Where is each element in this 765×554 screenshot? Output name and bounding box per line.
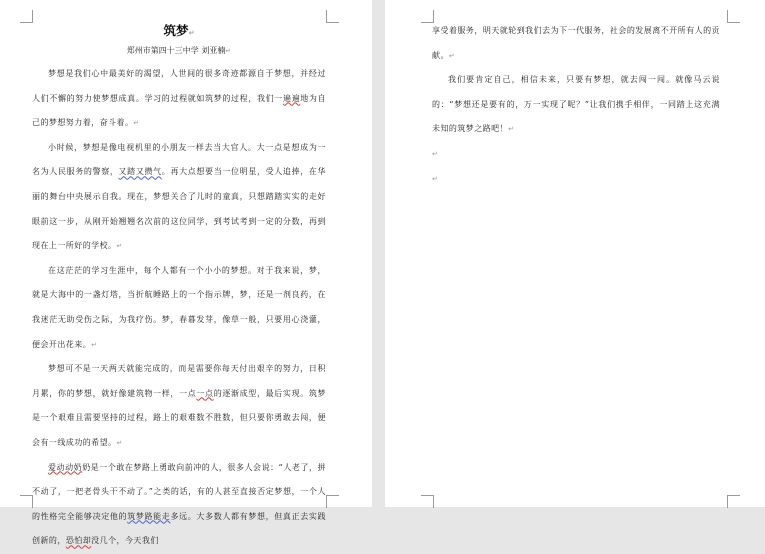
paragraph-text: 享受着服务，明天就轮到我们去为下一代服务，社会的发展离不开所有人的贡献。 bbox=[432, 26, 720, 60]
paragraph-text: 的逐渐成型，最后实现。筑梦是一个艰难且需要坚持的过程，路上的艰难数不胜数，但只要你勇敢去闯，便会有一线成功的希望。 bbox=[32, 388, 326, 447]
document-title[interactable] bbox=[32, 22, 326, 42]
paragraph-1[interactable] bbox=[32, 62, 326, 136]
paragraph-text: 多远。大多数人都有梦想，但真正去实践创新的， bbox=[32, 511, 326, 546]
paragraph-text: 在这茫茫的学习生涯中，每个人都有一个小小的梦想。对于我来说，梦，就是大海中的一盏灯塔，当折航睡路上的一个指示牌，梦，还是一剂良药，在我迷茫无助受伤之际，为我疗伤。梦，春暮发芽，像草一般，只要用心浇灌，便会开出花来。 bbox=[32, 265, 326, 349]
paragraph-7[interactable] bbox=[432, 68, 720, 142]
margin-corner-bottom-right bbox=[326, 495, 339, 508]
paragraph-text: 小时候，梦想是像电视机里的小朋友一样去当大官人。大一点是想成为一名为人民服务的警察， bbox=[32, 142, 326, 177]
spelling-error[interactable]: 一点 bbox=[196, 388, 214, 398]
document-page-left[interactable] bbox=[0, 0, 372, 546]
empty-paragraph[interactable] bbox=[432, 142, 720, 167]
spelling-error[interactable]: 遍遍 bbox=[282, 93, 301, 103]
margin-corner-top-right bbox=[326, 10, 339, 23]
empty-paragraph[interactable] bbox=[432, 167, 720, 192]
paragraph-mark: ↵ bbox=[432, 174, 438, 183]
right-page-content[interactable] bbox=[432, 19, 720, 191]
paragraph-2[interactable] bbox=[32, 136, 326, 259]
margin-corner-bottom-right bbox=[727, 495, 740, 508]
paragraph-text: 我们要肯定自己，相信未来，只要有梦想，就去闯一闯。就像马云说的：“梦想还是要有的，万一实现了呢？”让我们携手相伴，一同踏上这充满未知的筑梦之路吧！ bbox=[432, 75, 720, 134]
paragraph-3[interactable] bbox=[32, 259, 326, 357]
margin-corner-bottom-left bbox=[421, 495, 434, 508]
paragraph-text: 奶是一个敢在梦路上勇敢向前冲的人，很多人会说：“人老了，拼不动了，一把老骨头干不动了。”之类的话，有的人甚至直接否定梦想，一个人的性格完全能够决定他的 bbox=[32, 462, 326, 521]
paragraph-mark: ↵ bbox=[508, 125, 514, 134]
paragraph-mark: ↵ bbox=[448, 51, 455, 60]
author-line[interactable] bbox=[32, 44, 326, 58]
document-page-right[interactable] bbox=[385, 0, 765, 507]
paragraph-text: 梦想是我们心中最美好的渴望，人世间的很多奇迹都源自于梦想，并经过人们不懈的努力使梦想成真。学习的过程就如筑梦的过程，我们一 bbox=[32, 69, 326, 103]
paragraph-5[interactable] bbox=[32, 456, 326, 554]
paragraph-text: 地为自己的梦想努力着，奋斗着。 bbox=[32, 93, 327, 128]
paragraph-mark: ↵ bbox=[91, 340, 98, 349]
author-text: 郑州市第四十三中学 刘亚楠 bbox=[126, 46, 226, 55]
spelling-error[interactable]: 爱动动奶 bbox=[48, 462, 83, 472]
spelling-error[interactable]: 恐怕却 bbox=[65, 536, 92, 546]
paragraph-6[interactable] bbox=[432, 19, 720, 68]
paragraph-text: 没几个，今天我们 bbox=[91, 536, 159, 546]
paragraph-mark: ↵ bbox=[432, 149, 438, 158]
paragraph-mark: ↵ bbox=[116, 242, 123, 251]
paragraph-mark: ↵ bbox=[188, 29, 195, 37]
paragraph-mark: ↵ bbox=[116, 438, 123, 447]
title-text: 筑梦 bbox=[163, 23, 189, 38]
paragraph-text: 。再大点想要当一位明星，受人追捧，在华丽的舞台中央展示自我。现在，梦想关合了儿时的童真，只想踏踏实实的走好眼前这一步，从刚开始翘翘名次前的这位同学，到考试考到一定的分数，再到现在上一所好的学校。 bbox=[32, 167, 326, 251]
paragraph-4[interactable] bbox=[32, 357, 326, 455]
paragraph-mark: ↵ bbox=[133, 119, 140, 128]
margin-corner-top-right bbox=[727, 10, 740, 23]
left-page-content[interactable] bbox=[32, 22, 326, 554]
grammar-error[interactable]: 筑梦路能走 bbox=[127, 511, 171, 521]
paragraph-text: 梦想可不是一天两天就能完成的，而是需要你每天付出艰辛的努力，日积月累，你的梦想，就好像建筑物一样，一点 bbox=[32, 364, 326, 398]
grammar-error[interactable]: 又踏又攒气 bbox=[118, 167, 162, 177]
paragraph-mark: ↵ bbox=[225, 47, 232, 55]
